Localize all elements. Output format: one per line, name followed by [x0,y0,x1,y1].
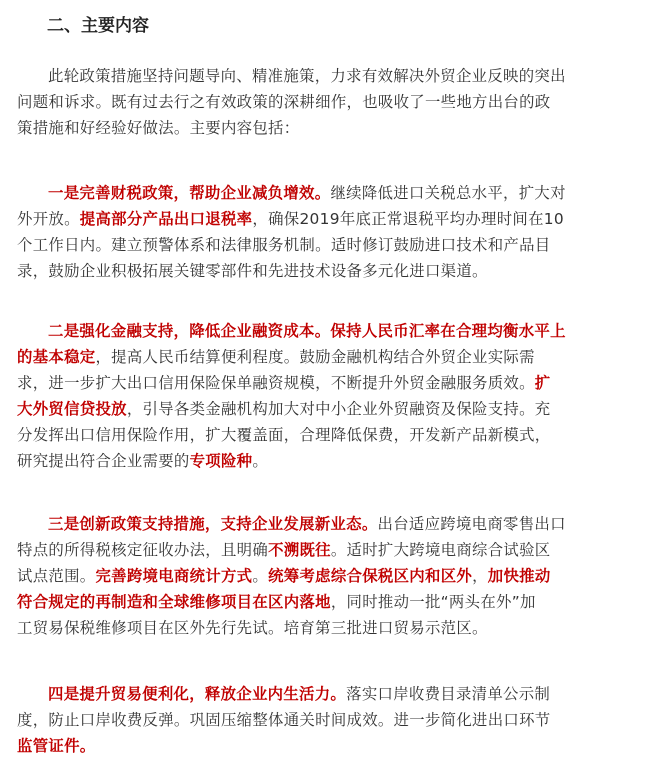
body-text: 工贸易保税维修项目在区外先行先试。培育第三批进口贸易示范区。 [17,619,488,637]
text-line [17,707,633,733]
new-business-formats-paragraph [17,511,633,641]
fiscal-policy-paragraph [17,180,633,284]
highlighted-text: 符合规定的再制造和全球维修项目在区内落地 [17,593,331,611]
body-text: 特点的所得税核定征收办法，且明确 [17,541,269,559]
highlighted-text: 二是强化金融支持，降低企业融资成本。保持人民币汇率在合理均衡水平上 [48,322,566,340]
body-text: 外开放。 [17,210,80,228]
body-text: ，引导各类金融机构加大对中小企业外贸融资及保险支持。充 [126,400,551,418]
text-line [17,232,633,258]
text-line [17,318,633,344]
body-text: ，提高人民币结算便利程度。鼓励金融机构结合外贸企业实际需 [95,348,535,366]
body-text: 录，鼓励企业积极拓展关键零部件和先进技术设备多元化进口渠道。 [17,262,488,280]
text-line [17,258,633,284]
text-line [17,396,633,422]
text-line [17,733,633,759]
highlighted-text: 四是提升贸易便利化，释放企业内生活力。 [48,685,347,703]
body-text: ， [472,567,488,585]
text-line [17,511,633,537]
body-text: 继续降低进口关税总水平，扩大对 [330,184,566,202]
body-text: 度，防止口岸收费反弹。巩固压缩整体通关时间成效。进一步简化进出口环节 [17,711,551,729]
highlighted-text: 的基本稳定 [17,348,96,366]
body-text: 求，进一步扩大出口信用保险保单融资规模，不断提升外贸金融服务质效。 [17,374,535,392]
text-line [17,206,633,232]
text-line: 此轮政策措施坚持问题导向、精准施策，力求有效解决外贸企业反映的突出 [48,67,566,85]
financial-support-paragraph [17,318,633,474]
body-text: 研究提出符合企业需要的 [17,452,190,470]
body-text: 分发挥出口信用保险作用，扩大覆盖面，合理降低保费，开发新产品新模式， [17,426,551,444]
intro-paragraph [17,63,633,141]
body-text: 。 [252,452,269,470]
highlighted-text: 统筹考虑综合保税区内和区外 [268,567,473,585]
text-line: 问题和诉求。既有过去行之有效政策的深耕细作，也吸收了一些地方出台的政 [17,93,551,111]
text-line [17,344,633,370]
text-line [17,589,633,615]
text-line: 策措施和好经验好做法。主要内容包括： [17,119,300,137]
body-text: 。适时扩大跨境电商综合试验区 [330,541,551,559]
highlighted-text: 提高部分产品出口退税率 [79,210,253,228]
highlighted-text: 大外贸信贷投放 [17,400,127,418]
text-line [17,615,633,641]
body-text: ，同时推动一批“两头在外”加 [330,593,536,611]
text-line [17,537,633,563]
highlighted-text: 监管证件。 [17,737,96,755]
section-heading: 二、主要内容 [47,16,149,36]
highlighted-text: 加快推动 [487,567,551,585]
highlighted-text: 完善跨境电商统计方式 [95,567,253,585]
highlighted-text: 不溯既往 [268,541,331,559]
highlighted-text: 扩 [534,374,551,392]
text-line [17,681,633,707]
highlighted-text: 专项险种 [189,452,253,470]
highlighted-text: 一是完善财税政策，帮助企业减负增效。 [48,184,331,202]
text-line [17,370,633,396]
text-line [17,422,633,448]
text-line [17,180,633,206]
body-text: 。 [252,567,269,585]
body-text: 个工作日内。建立预警体系和法律服务机制。适时修订鼓励进口技术和产品目 [17,236,551,254]
text-line [17,563,633,589]
body-text: ，确保2019年底正常退税平均办理时间在10 [252,210,564,228]
body-text: 落实口岸收费目录清单公示制 [346,685,551,703]
trade-facilitation-paragraph [17,681,633,759]
body-text: 试点范围。 [17,567,96,585]
body-text: 出台适应跨境电商零售出口 [377,515,566,533]
text-line [17,448,633,474]
highlighted-text: 三是创新政策支持措施，支持企业发展新业态。 [48,515,378,533]
